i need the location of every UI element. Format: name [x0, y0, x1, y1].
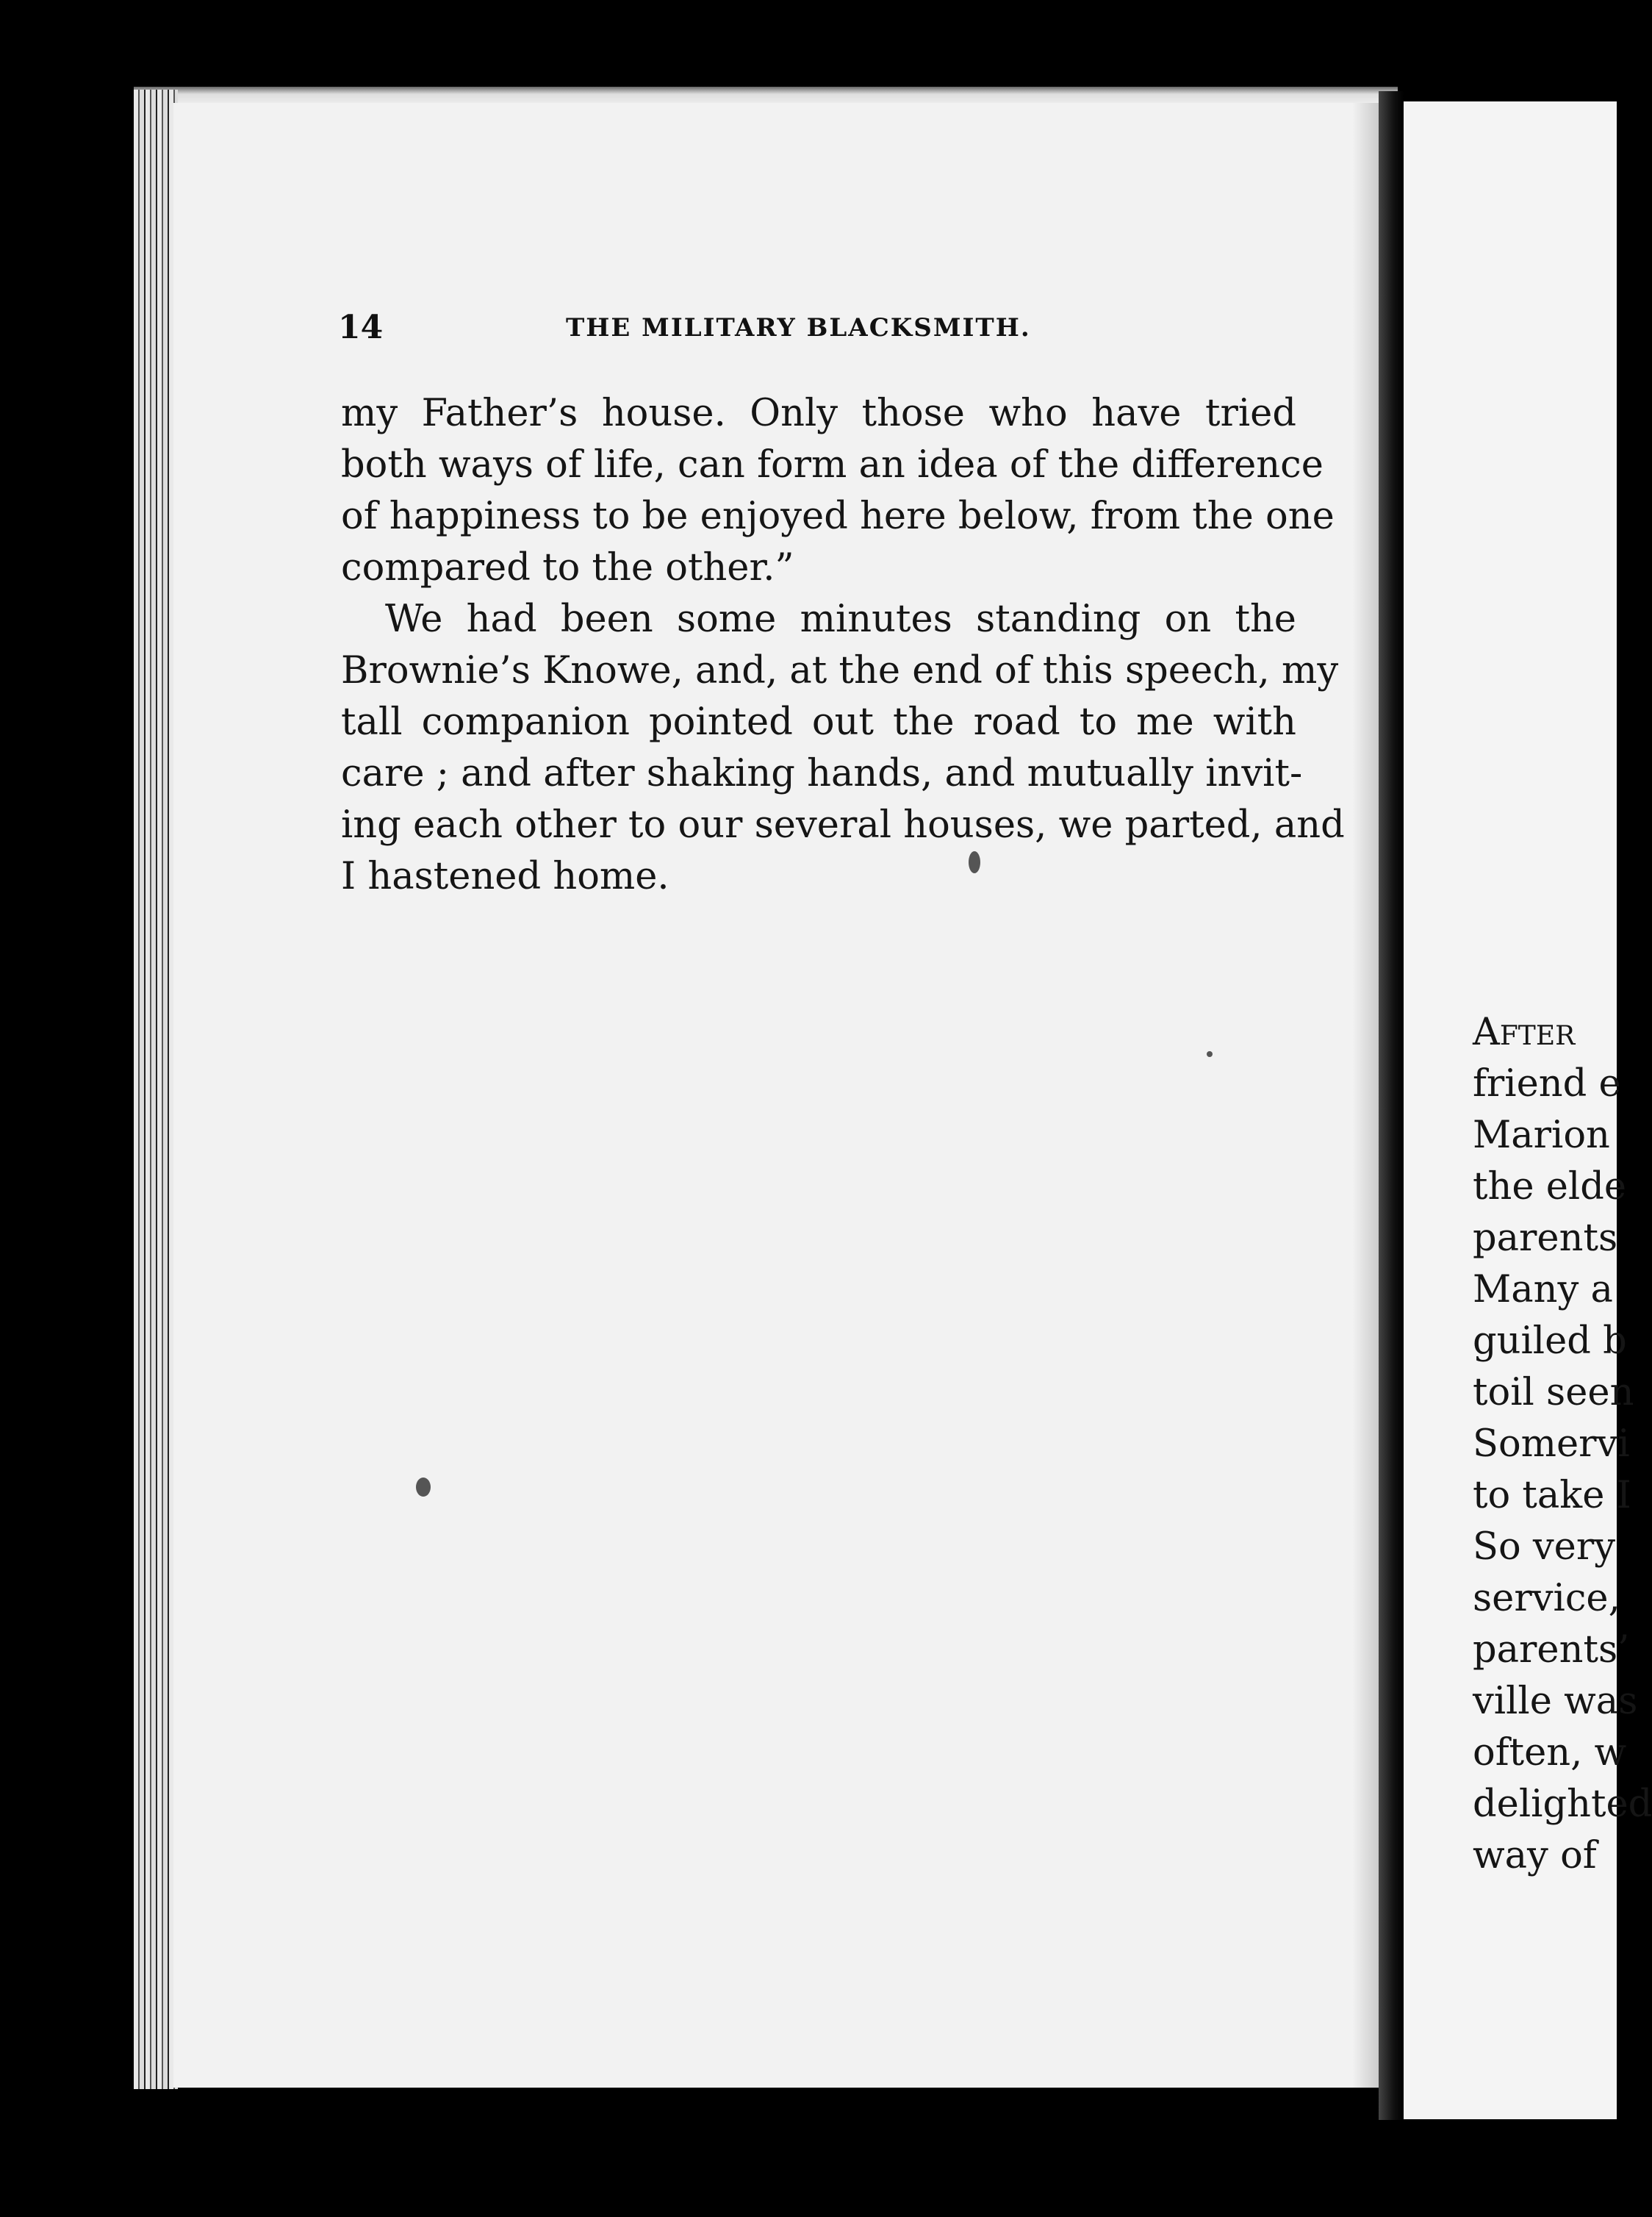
text-line: of happiness to be enjoyed here below, from the one — [341, 495, 1335, 538]
text-line: service, — [1473, 1577, 1620, 1620]
ink-speck — [1207, 1051, 1213, 1057]
right-page-body — [1473, 1007, 1652, 1882]
text-line: Brownie’s Knowe, and, at the end of this speech, my — [341, 649, 1339, 692]
text-line: ing each other to our several houses, we parted, and — [341, 803, 1345, 847]
text-line: tall companion pointed out the road to me with — [341, 701, 1296, 744]
text-line: way of — [1473, 1834, 1597, 1877]
text-line: parents’ — [1473, 1628, 1630, 1672]
page-edges — [134, 90, 178, 2089]
left-page-body — [341, 388, 1345, 903]
text-line: Somervi — [1473, 1422, 1630, 1466]
text-line: guiled b — [1473, 1319, 1627, 1363]
text-line: So very — [1473, 1525, 1616, 1569]
ink-speck — [416, 1478, 431, 1497]
book-gutter — [1379, 91, 1404, 2120]
text-line: to take I — [1473, 1474, 1631, 1517]
text-line: We had been some minutes standing on the — [385, 598, 1296, 641]
text-line: Many a — [1473, 1268, 1613, 1311]
left-page-shadow — [1352, 103, 1382, 2088]
text-line: friend e — [1473, 1062, 1621, 1106]
text-line: Marion — [1473, 1114, 1610, 1157]
text-line: After — [1473, 1011, 1576, 1054]
text-line: both ways of life, can form an idea of the difference — [341, 443, 1324, 487]
text-line: my Father’s house. Only those who have tried — [341, 392, 1296, 435]
text-line: care ; and after shaking hands, and mutually invit- — [341, 752, 1303, 795]
text-line: the elde — [1473, 1165, 1627, 1208]
text-line: delighted — [1473, 1783, 1652, 1826]
text-line: often, w — [1473, 1731, 1627, 1774]
page-header — [338, 309, 1293, 350]
ink-speck — [969, 851, 980, 873]
text-line: ville was — [1473, 1680, 1638, 1723]
text-line: toil seen — [1473, 1371, 1634, 1414]
text-line: parents — [1473, 1217, 1618, 1260]
text-line: compared to the other.” — [341, 546, 794, 590]
page-number: 14 — [338, 309, 384, 346]
running-head: THE MILITARY BLACKSMITH. — [566, 313, 1031, 343]
text-line: I hastened home. — [341, 855, 669, 898]
